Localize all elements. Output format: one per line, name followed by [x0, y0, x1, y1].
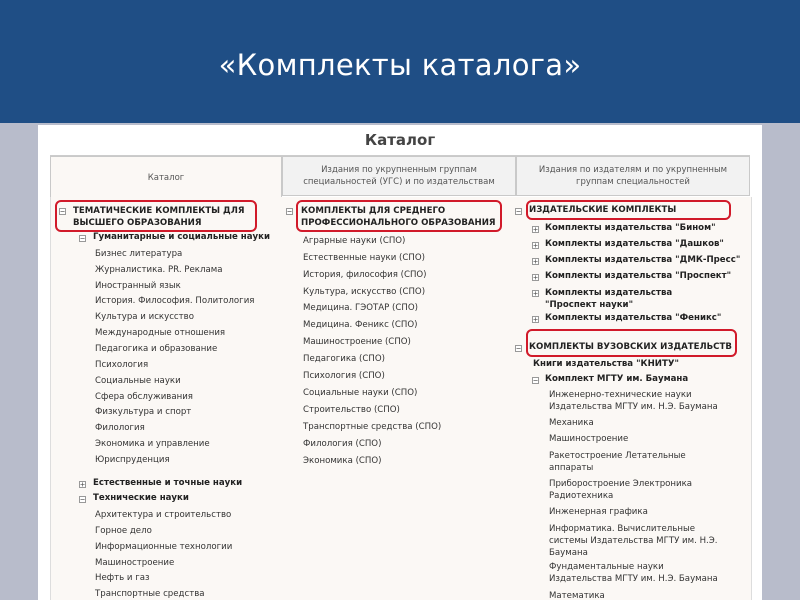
tree-root-spo[interactable]: КОМПЛЕКТЫ ДЛЯ СРЕДНЕГО ПРОФЕССИОНАЛЬНОГО ОБРАЗОВАНИЯ [301, 206, 496, 228]
tree-item[interactable]: Международные отношения [95, 328, 226, 338]
tree-item[interactable]: Культура и искусство [95, 312, 194, 322]
catalog-screenshot [38, 125, 762, 600]
expand-toggle-icon[interactable]: + [533, 315, 538, 324]
collapse-toggle-icon[interactable]: − [516, 344, 521, 353]
tree-item[interactable]: Приборостроение Электроника Радиотехника [549, 479, 693, 501]
catalog-tree [50, 197, 752, 600]
highlight-publishers [526, 200, 731, 220]
expand-toggle-icon[interactable]: + [533, 225, 538, 234]
tree-item[interactable]: Экономика (СПО) [303, 456, 382, 466]
tree-item[interactable]: Транспортные средства (СПО) [303, 422, 442, 432]
collapse-toggle-icon[interactable]: − [60, 207, 65, 216]
tree-group-publisher[interactable]: Комплекты издательства "Бином" [545, 223, 716, 233]
tree-group-publisher[interactable]: Комплекты издательства "ДМК-Пресс" [545, 255, 741, 265]
tree-item[interactable]: Экономика и управление [95, 439, 210, 449]
tree-item[interactable]: Физкультура и спорт [95, 407, 192, 417]
tree-item[interactable]: Естественные науки (СПО) [303, 253, 425, 263]
tree-item[interactable]: История. Философия. Политология [95, 296, 255, 306]
tree-item[interactable]: Психология (СПО) [303, 371, 385, 381]
tree-root-thematic[interactable]: ТЕМАТИЧЕСКИЕ КОМПЛЕКТЫ ДЛЯ ВЫСШЕГО ОБРАЗОВАНИЯ [73, 206, 245, 228]
tab-bar [50, 155, 750, 198]
tree-item[interactable]: Информатика. Вычислительные системы Издательства МГТУ им. Н.Э. Баумана [549, 524, 718, 558]
tree-item[interactable]: Сфера обслуживания [95, 392, 193, 402]
tree-item[interactable]: Инженерно-технические науки Издательства МГТУ им. Н.Э. Баумана [549, 390, 718, 412]
tree-item[interactable]: Психология [95, 360, 149, 370]
tree-item[interactable]: Социальные науки [95, 376, 181, 386]
tree-item[interactable]: Транспортные средства [95, 589, 205, 599]
tree-item[interactable]: Машиностроение [549, 434, 629, 444]
highlight-thematic [55, 200, 257, 232]
collapse-toggle-icon[interactable]: − [533, 376, 538, 385]
expand-toggle-icon[interactable]: + [80, 480, 85, 489]
tree-item[interactable]: Бизнес литература [95, 249, 183, 259]
tab-by-publishers[interactable]: Издания по издателям и по укрупненным группам специальностей [516, 156, 750, 196]
expand-toggle-icon[interactable]: + [533, 241, 538, 250]
collapse-toggle-icon[interactable]: − [287, 207, 292, 216]
tree-item[interactable]: Архитектура и строительство [95, 510, 232, 520]
tree-root-publishers[interactable]: ИЗДАТЕЛЬСКИЕ КОМПЛЕКТЫ [529, 205, 677, 215]
tree-item[interactable]: Журналистика. PR. Реклама [95, 265, 223, 275]
tree-item[interactable]: Аграрные науки (СПО) [303, 236, 406, 246]
tree-group-publisher[interactable]: Комплекты издательства "Проспект" [545, 271, 732, 281]
tab-by-ugs[interactable]: Издания по укрупненным группам специальностей (УГС) и по издательствам [282, 156, 516, 196]
tree-item[interactable]: Фундаментальные науки Издательства МГТУ им. Н.Э. Баумана [549, 562, 718, 584]
tree-item[interactable]: Социальные науки (СПО) [303, 388, 418, 398]
tree-item[interactable]: Нефть и газ [95, 573, 150, 583]
tree-item[interactable]: Машиностроение (СПО) [303, 337, 411, 347]
tree-group-publisher[interactable]: Комплекты издательства "Феникс" [545, 313, 722, 323]
expand-toggle-icon[interactable]: + [533, 257, 538, 266]
tree-item[interactable]: История, философия (СПО) [303, 270, 427, 280]
tree-item[interactable]: Филология (СПО) [303, 439, 382, 449]
collapse-toggle-icon[interactable]: − [516, 207, 521, 216]
tree-item[interactable]: Иностранный язык [95, 281, 181, 291]
tree-root-university-publishers[interactable]: КОМПЛЕКТЫ ВУЗОВСКИХ ИЗДАТЕЛЬСТВ [529, 342, 732, 352]
highlight-university-publishers [526, 329, 737, 357]
tree-item[interactable]: Машиностроение [95, 558, 175, 568]
tab-catalog[interactable]: Каталог [50, 156, 282, 198]
tree-item[interactable]: Книги издательства "КНИТУ" [533, 359, 679, 369]
expand-toggle-icon[interactable]: + [533, 289, 538, 298]
catalog-title: Каталог [364, 131, 436, 149]
tree-item[interactable]: Филология [95, 423, 145, 433]
tree-group-technical[interactable]: Технические науки [93, 493, 189, 503]
tree-group-publisher[interactable]: Комплекты издательства "Проспект науки" [545, 288, 673, 310]
tree-item[interactable]: Строительство (СПО) [303, 405, 400, 415]
tree-item[interactable]: Ракетостроение Летательные аппараты [549, 451, 686, 473]
tree-group-publisher[interactable]: Комплекты издательства "Дашков" [545, 239, 724, 249]
tree-group-natural-sciences[interactable]: Естественные и точные науки [93, 478, 243, 488]
tree-item[interactable]: Педагогика и образование [95, 344, 218, 354]
tree-item[interactable]: Механика [549, 418, 594, 428]
tree-item[interactable]: Инженерная графика [549, 507, 648, 517]
tree-item[interactable]: Математика [549, 591, 605, 600]
tree-group-humanities[interactable]: Гуманитарные и социальные науки [93, 232, 270, 242]
tree-item[interactable]: Медицина. ГЭОТАР (СПО) [303, 303, 418, 313]
collapse-toggle-icon[interactable]: − [80, 234, 85, 243]
tree-item[interactable]: Горное дело [95, 526, 152, 536]
slide-title: «Комплекты каталога» [218, 48, 582, 82]
tree-item[interactable]: Информационные технологии [95, 542, 233, 552]
tree-group-bauman[interactable]: Комплект МГТУ им. Баумана [545, 374, 689, 384]
tree-item[interactable]: Педагогика (СПО) [303, 354, 385, 364]
collapse-toggle-icon[interactable]: − [80, 495, 85, 504]
tree-item[interactable]: Культура, искусство (СПО) [303, 287, 426, 297]
tree-item[interactable]: Медицина. Феникс (СПО) [303, 320, 418, 330]
tree-item[interactable]: Юриспруденция [95, 455, 170, 465]
expand-toggle-icon[interactable]: + [533, 273, 538, 282]
highlight-spo [296, 200, 502, 232]
